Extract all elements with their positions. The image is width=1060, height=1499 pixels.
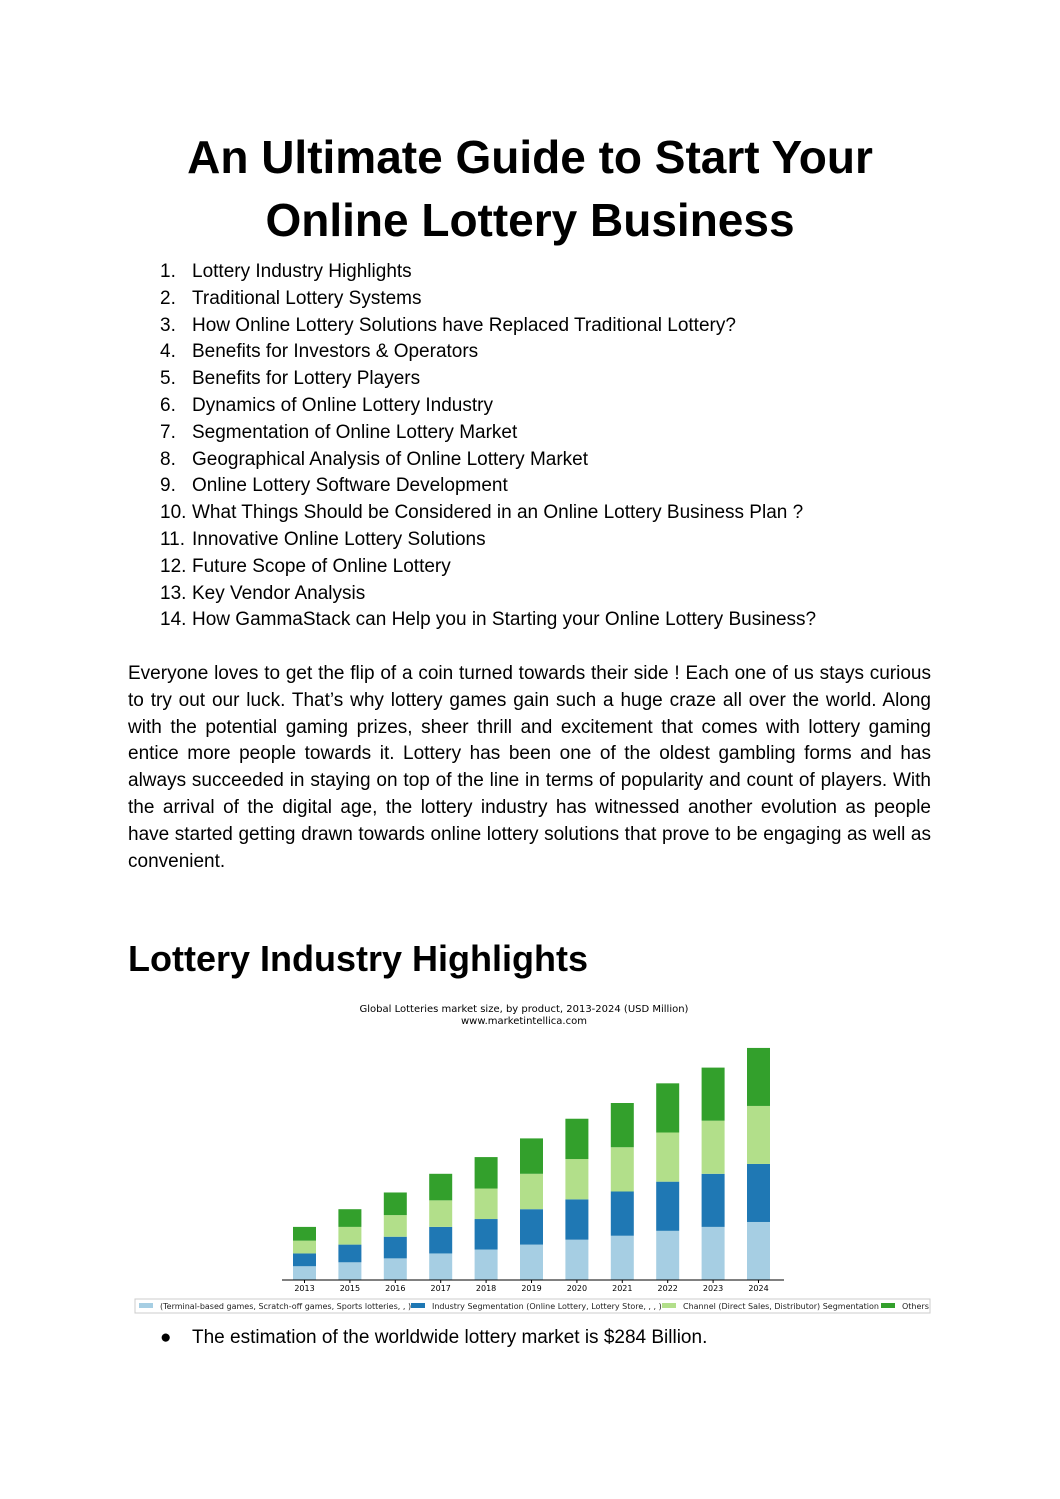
- chart-legend: [139, 1302, 929, 1311]
- bar-segment-2023-s1: [702, 1174, 725, 1227]
- toc-item-number: 7.: [160, 421, 176, 443]
- x-tick-label: 2021: [612, 1284, 633, 1293]
- toc-item[interactable]: [160, 500, 816, 527]
- toc-item[interactable]: [160, 259, 816, 286]
- toc-item[interactable]: [160, 554, 816, 581]
- bar-segment-2021-s3: [611, 1103, 634, 1147]
- toc-item[interactable]: [160, 581, 816, 608]
- toc-item-label: Online Lottery Software Development: [192, 475, 508, 497]
- bar-segment-2018-s3: [475, 1157, 498, 1188]
- bar-segment-2021-s2: [611, 1147, 634, 1191]
- bar-segment-2018-s1: [475, 1219, 498, 1249]
- toc-item-label: Lottery Industry Highlights: [192, 261, 412, 282]
- legend-swatch: [411, 1303, 425, 1308]
- toc-item-label: Innovative Online Lottery Solutions: [192, 528, 486, 550]
- bar-segment-2013-s3: [293, 1227, 316, 1241]
- section-heading: Lottery Industry Highlights: [128, 938, 589, 979]
- x-tick-label: 2022: [657, 1284, 678, 1293]
- bar-segment-2017-s2: [429, 1200, 452, 1227]
- bullet-dot-icon: ●: [160, 1327, 172, 1348]
- toc-item-number: 13.: [160, 582, 187, 604]
- x-tick-label: 2013: [294, 1284, 315, 1293]
- toc-item-number: 11.: [160, 528, 186, 550]
- bar-segment-2023-s2: [702, 1121, 725, 1174]
- chart-title: Global Lotteries market size, by product, 2013-2024 (USD Million): [359, 1004, 689, 1015]
- toc-item-number: 12.: [160, 555, 187, 577]
- bullet-text: The estimation of the worldwide lottery market is $284 Billion.: [192, 1327, 708, 1348]
- x-tick-label: 2023: [702, 1284, 724, 1293]
- toc-item-label: How GammaStack can Help you in Starting your Online Lottery Business?: [192, 609, 817, 631]
- bar-segment-2020-s3: [565, 1119, 588, 1159]
- bar-segment-2022-s3: [656, 1083, 679, 1132]
- toc-item-number: 14.: [160, 609, 187, 631]
- chart-bars: [293, 1048, 770, 1280]
- toc-item[interactable]: [160, 473, 816, 500]
- bar-segment-2020-s0: [565, 1240, 588, 1280]
- toc-item[interactable]: [160, 420, 816, 447]
- bar-segment-2023-s3: [702, 1068, 725, 1121]
- bar-segment-2013-s0: [293, 1266, 316, 1280]
- bar-segment-2017-s3: [429, 1174, 452, 1201]
- legend-swatch: [881, 1303, 895, 1308]
- bar-segment-2022-s1: [656, 1182, 679, 1231]
- toc-item-label: What Things Should be Considered in an Online Lottery Business Plan ?: [192, 502, 804, 524]
- x-tick-label: 2018: [475, 1284, 497, 1293]
- toc-item-label: Key Vendor Analysis: [192, 582, 366, 604]
- toc-item-label: Benefits for Investors & Operators: [192, 341, 479, 363]
- toc-item[interactable]: [160, 313, 816, 340]
- toc-item[interactable]: [160, 393, 816, 420]
- bar-segment-2016-s2: [384, 1215, 407, 1237]
- bar-segment-2024-s1: [747, 1164, 770, 1222]
- legend-swatch: [662, 1303, 676, 1308]
- bar-segment-2017-s1: [429, 1227, 452, 1254]
- bar-segment-2019-s1: [520, 1209, 543, 1244]
- toc-item-number: 10.: [160, 502, 187, 524]
- toc-item-number: 1.: [160, 261, 176, 282]
- bar-segment-2017-s0: [429, 1253, 452, 1280]
- bar-segment-2024-s3: [747, 1048, 770, 1106]
- bar-segment-2018-s2: [475, 1189, 498, 1219]
- bar-segment-2024-s2: [747, 1106, 770, 1164]
- toc-item-number: 4.: [160, 341, 176, 363]
- bar-segment-2021-s1: [611, 1192, 634, 1236]
- bar-segment-2018-s0: [475, 1250, 498, 1280]
- toc-item-number: 5.: [160, 368, 176, 390]
- bar-segment-2019-s3: [520, 1138, 543, 1173]
- toc-item[interactable]: [160, 339, 816, 366]
- title-line-2: Online Lottery Business: [265, 194, 795, 246]
- legend-label: Others: [902, 1302, 929, 1311]
- toc-item-label: Traditional Lottery Systems: [192, 287, 422, 309]
- legend-label: Channel (Direct Sales, Distributor) Segmentation: [683, 1302, 879, 1311]
- bar-segment-2013-s2: [293, 1241, 316, 1254]
- bar-segment-2015-s3: [338, 1209, 361, 1227]
- x-tick-label: 2016: [385, 1284, 406, 1293]
- page-title: [130, 126, 930, 252]
- bar-segment-2015-s2: [338, 1227, 361, 1245]
- x-tick-label: 2019: [521, 1284, 542, 1293]
- x-tick-label: 2020: [566, 1284, 588, 1293]
- toc-item[interactable]: [160, 286, 816, 313]
- title-line-1: An Ultimate Guide to Start Your: [187, 131, 873, 183]
- bullet-item: [160, 1325, 707, 1351]
- toc-item-label: Benefits for Lottery Players: [192, 368, 421, 390]
- toc-item-number: 8.: [160, 448, 176, 470]
- bar-segment-2015-s1: [338, 1245, 361, 1263]
- legend-label: (Terminal-based games, Scratch-off games, Sports lotteries, , ): [160, 1302, 412, 1311]
- x-tick-label: 2017: [430, 1284, 451, 1293]
- bar-segment-2020-s1: [565, 1199, 588, 1239]
- intro-paragraph: Everyone loves to get the flip of a coin turned towards their side ! Each one of us stays curious to try out our luck. That’s why lottery games gain such a huge craze all over the world. Along with the potential gaming prizes, sheer thrill and excitement that comes with lottery gaming entice more people towards it. Lottery has been one of the oldest gambling forms and has always succeeded in staying on top of the line in terms of popularity and count of players. With the arrival of the digital age, the lottery industry has witnessed another evolution as people have started getting drawn towards online lottery solutions that prove to be engaging as well as convenient.: [128, 663, 931, 872]
- x-tick-label: 2015: [339, 1284, 361, 1293]
- toc-item-label: Future Scope of Online Lottery: [192, 555, 451, 577]
- toc-item[interactable]: [160, 527, 816, 554]
- bar-segment-2022-s2: [656, 1133, 679, 1182]
- toc-item-number: 2.: [160, 287, 176, 309]
- bar-segment-2016-s3: [384, 1192, 407, 1215]
- bar-segment-2023-s0: [702, 1227, 725, 1280]
- toc-item-label: Segmentation of Online Lottery Market: [192, 421, 518, 443]
- bar-segment-2013-s1: [293, 1253, 316, 1266]
- bar-segment-2016-s0: [384, 1258, 407, 1280]
- toc-item[interactable]: [160, 447, 816, 474]
- toc-item-label: Dynamics of Online Lottery Industry: [192, 394, 493, 416]
- bar-segment-2019-s0: [520, 1245, 543, 1280]
- bar-segment-2019-s2: [520, 1174, 543, 1209]
- toc-item-number: 3.: [160, 314, 176, 336]
- bar-segment-2020-s2: [565, 1159, 588, 1199]
- chart-subtitle: www.marketintellica.com: [461, 1016, 587, 1027]
- bar-segment-2024-s0: [747, 1222, 770, 1280]
- bar-segment-2016-s1: [384, 1237, 407, 1259]
- table-of-contents: [160, 259, 816, 634]
- x-tick-label: 2024: [748, 1284, 769, 1293]
- market-size-chart: [130, 996, 932, 1316]
- bar-segment-2015-s0: [338, 1262, 361, 1280]
- x-axis-ticks: [294, 1280, 768, 1293]
- toc-item-number: 9.: [160, 475, 176, 497]
- legend-swatch: [139, 1303, 153, 1308]
- bar-segment-2021-s0: [611, 1236, 634, 1280]
- toc-item[interactable]: [160, 366, 816, 393]
- toc-item-number: 6.: [160, 394, 176, 416]
- toc-item-label: Geographical Analysis of Online Lottery Market: [192, 448, 589, 470]
- legend-label: Industry Segmentation (Online Lottery, Lottery Store, , , ): [432, 1302, 662, 1311]
- toc-item[interactable]: [160, 607, 816, 634]
- toc-item-label: How Online Lottery Solutions have Replaced Traditional Lottery?: [192, 314, 736, 336]
- bar-segment-2022-s0: [656, 1231, 679, 1280]
